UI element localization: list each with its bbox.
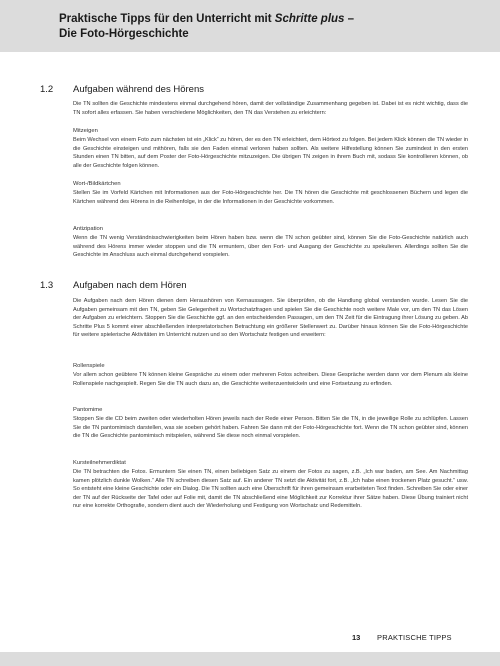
section-number: 1.3 [40, 280, 54, 291]
section-1-2-intro: Die TN sollten die Geschichte mindestens einmal durchgehend hören, damit der vollständige Zusammenhang gegeben ist. Dabei ist es nicht wichtig, dass die TN sofort alles erfassen. Sie haben verschiedene Möglichkeiten, den TN das Verstehen zu erleichtern: [73, 101, 468, 116]
section-title: Aufgaben während des Hörens [73, 84, 204, 95]
kursteilnehmerdiktat-text: Die TN betrachten die Fotos. Ermuntern Sie einen TN, einen beliebigen Satz zu einem der Fotos zu sagen, z.B. „Ich war baden, am See. Am Nachmittag kamen plötzlich dunkle Wolken.“ Alle TN schreiben diesen Satz auf. Ein anderer TN setzt die Aktivität fort, z.B. „Ich habe einen trockenen Platz gesucht.“ usw. So entsteht eine kleine Geschichte oder ein Dialog. Die TN sollten auch eine Überschrift für ihren gemeinsam erarbeiteten Text finden. Schreiben Sie oder einer der TN auf der Rückseite der Tafel oder auf Folie mit, damit die TN abschließend eine Möglichkeit zur Korrektur ihrer Sätze haben. Diese Übung trainiert nicht nur eine korrekte Orthografie, sondern dient auch der Wiederholung und Festigung von Wortschatz und Redemitteln. [73, 469, 468, 510]
subhead-wortbild: Wort-/Bildkärtchen [73, 181, 121, 187]
section-1-3-intro: Die Aufgaben nach dem Hören dienen dem Heraushören von Kernaussagen. Sie überprüfen, ob die Handlung global verstanden wurde. Lesen Sie die Aufgaben gemeinsam mit den TN, geben Sie Gelegenheit zu Wortschatzfragen und spielen Sie die Geschichte noch weitere Male vor, um den TN das Lösen der Aufgaben zu erleichtern. Stoppen Sie die Geschichte ggf. an den entscheidenden Passagen, um den TN Zeit für die Eintragung ihrer Lösung zu geben. Ab Schritte Plus 5 kommt einer abschließenden interpretatorischen Betrachtung ein größerer Stellenwert zu. Darüber hinaus können Sie die Foto-Hörgeschichte für weitere spielerische Aktivitäten im Unterricht nutzen und so den Wortschatz festigen und erweitern: [73, 298, 468, 339]
subhead-kursteilnehmerdiktat: Kursteilnehmerdiktat [73, 460, 126, 466]
title-line1-emphasis: Schritte plus [274, 13, 345, 25]
subhead-pantomime: Pantomime [73, 407, 103, 413]
subhead-antizipation: Antizipation [73, 226, 103, 232]
page-footer [0, 628, 500, 666]
title-line2: Die Foto-Hörgeschichte [59, 28, 189, 40]
subhead-mitzeigen: Mitzeigen [73, 128, 98, 134]
pantomime-text: Stoppen Sie die CD beim zweiten oder wiederholten Hören jeweils nach der Rede einer Person. Bitten Sie die TN, in die jeweilige Rolle zu schlüpfen. Lassen Sie die TN pantomimisch darstellen, was sie soeben gehört haben. Fahren Sie dann mit der Foto-Hörgeschichte fort. Wenn die TN schon geübter sind, können die TN die Geschichte pantomimisch mitspielen, während Sie diese noch einmal vorspielen. [73, 416, 468, 440]
page-header [0, 0, 500, 52]
section-number: 1.2 [40, 84, 54, 95]
wortbild-text: Stellen Sie im Vorfeld Kärtchen mit Informationen aus der Foto-Hörgeschichte her. Die TN hören die Geschichte mit geschlossenen Büchern und legen die Kärtchen während des Hörens in die Reihenfolge, in der die Informationen in der Geschichte vorkommen. [73, 190, 468, 205]
page-number: 13 [352, 633, 361, 642]
subhead-rollenspiele: Rollenspiele [73, 363, 105, 369]
page-title [59, 12, 479, 42]
section-title: Aufgaben nach dem Hören [73, 280, 187, 291]
title-line1-pre: Praktische Tipps für den Unterricht mit [59, 13, 275, 25]
footer-section-label: PRAKTISCHE TIPPS [377, 633, 452, 642]
title-line1-post: – [344, 13, 355, 25]
antizipation-text: Wenn die TN wenig Verständnisschwierigkeiten beim Hören haben bzw. wenn die TN schon geübter sind, können Sie die Foto-Geschichte natürlich auch während des Hörens immer wieder stoppen und die TN ermuntern, über den Fort- und Ausgang der Geschichte zu spekulieren. Allerdings sollten Sie die Geschichte im Anschluss auch einmal durchgehend vorspielen. [73, 235, 468, 259]
footer-bar [0, 652, 500, 666]
rollenspiele-text: Vor allem schon geübtere TN können kleine Gespräche zu einem oder mehreren Fotos schreiben. Diese Gespräche werden dann vor dem Plenum als kleine Rollenspiele nachgespielt. Regen Sie die TN auch dazu an, die Geschichte weiterzuentwickeln und eine Fortsetzung zu erfinden. [73, 372, 468, 387]
mitzeigen-text: Beim Wechsel von einem Foto zum nächsten ist ein „Klick“ zu hören, der es den TN erleichtert, dem Hörtext zu folgen. Bei jedem Klick können die TN wieder in die Geschichte einsteigen und mithören, falls sie den Faden einmal verloren haben sollten. Als weitere Hilfestellung können Sie zumindest in den ersten Stunden einen TN bitten, auf dem Poster der Foto-Hörgeschichte mitzuzeigen. Die übrigen TN zeigen in ihrem Buch mit, sodass Sie kontrollieren können, ob alle der Geschichte folgen können. [73, 137, 468, 169]
